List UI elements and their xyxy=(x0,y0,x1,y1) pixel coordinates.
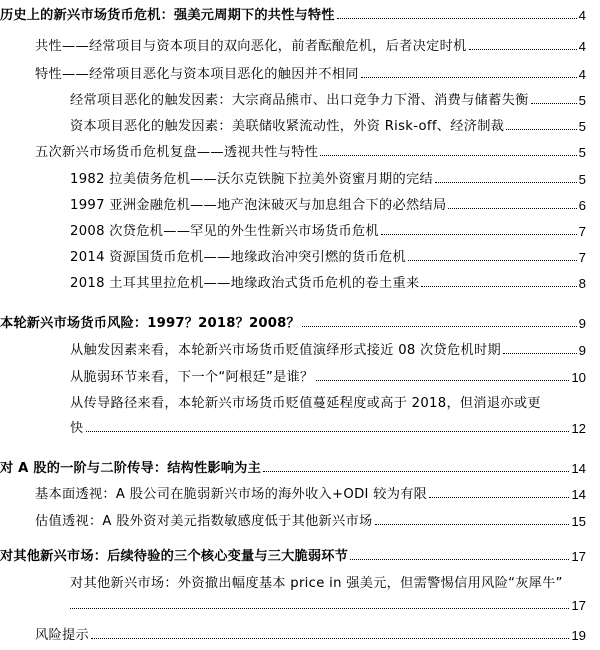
toc-entry-title: 共性——经常项目与资本项目的双向恶化，前者酝酿危机，后者决定时机 xyxy=(35,39,467,54)
toc-leader-dots xyxy=(337,18,577,19)
toc-page-number: 9 xyxy=(578,343,586,358)
toc-entry-title: 2014 资源国货币危机——地缘政治冲突引燃的货币危机 xyxy=(70,250,406,265)
toc-leader-dots xyxy=(469,49,577,50)
toc-page-number: 4 xyxy=(578,39,586,54)
toc-leader-dots xyxy=(435,182,577,183)
toc-entry-title: 1982 拉美债务危机——沃尔克铁腕下拉美外资蜜月期的完结 xyxy=(70,172,433,187)
toc-page-number: 9 xyxy=(578,316,586,331)
toc-leader-dots xyxy=(86,431,570,432)
toc-entry-title: 经常项目恶化的触发因素：大宗商品熊市、出口竞争力下滑、消费与储蓄失衡 xyxy=(70,93,529,108)
toc-entry-title: 对 A 股的一阶与二阶传导：结构性影响为主 xyxy=(0,461,261,476)
toc-entry-title: 历史上的新兴市场货币危机：强美元周期下的共性与特性 xyxy=(0,8,335,23)
toc-page-number: 14 xyxy=(571,487,586,502)
toc-page-number: 10 xyxy=(571,370,586,385)
toc-page-number: 15 xyxy=(571,514,586,529)
toc-page-number: 14 xyxy=(571,461,586,476)
toc-entry-title-continued: 快 xyxy=(70,421,84,436)
toc-page-number: 8 xyxy=(578,276,586,291)
toc-leader-dots xyxy=(361,77,577,78)
toc-entry-title: 对其他新兴市场：后续待验的三个核心变量与三大脆弱环节 xyxy=(0,549,349,564)
toc-entry-title: 1997 亚洲金融危机——地产泡沫破灭与加息组合下的必然结局 xyxy=(70,198,447,213)
toc-entry-title: 特性——经常项目恶化与资本项目恶化的触因并不相同 xyxy=(35,67,359,82)
toc-leader-dots xyxy=(448,208,576,209)
toc-leader-dots xyxy=(302,326,577,327)
toc-leader-dots xyxy=(70,608,569,609)
toc-page-number: 7 xyxy=(578,224,586,239)
toc-page-number: 5 xyxy=(578,145,586,160)
toc-leader-dots xyxy=(381,234,577,235)
toc-leader-dots xyxy=(429,497,569,498)
toc-leader-dots xyxy=(263,471,569,472)
toc-leader-dots xyxy=(91,638,569,639)
toc-page-number: 19 xyxy=(571,628,586,643)
toc-leader-dots xyxy=(316,380,570,381)
toc-page-number: 4 xyxy=(578,67,586,82)
toc-leader-dots xyxy=(408,260,577,261)
toc-leader-dots xyxy=(506,129,576,130)
toc-entry-title: 2008 次贷危机——罕见的外生性新兴市场货币危机 xyxy=(70,224,380,239)
toc-page-number: 5 xyxy=(578,119,586,134)
toc-entry-title: 估值透视：A 股外资对美元指数敏感度低于其他新兴市场 xyxy=(35,514,373,529)
toc-entry-title: 资本项目恶化的触发因素：美联储收紧流动性，外资 Risk-off、经济制裁 xyxy=(70,119,505,134)
toc-entry-title: 2018 土耳其里拉危机——地缘政治式货币危机的卷土重来 xyxy=(70,276,420,291)
toc-entry-title: 风险提示 xyxy=(35,628,89,643)
toc-page-number: 7 xyxy=(578,250,586,265)
toc-entry-title: 对其他新兴市场：外资撤出幅度基本 price in 强美元，但需警惕信用风险“灰犀牛” xyxy=(70,576,563,591)
toc-leader-dots xyxy=(531,103,577,104)
toc-entry-title: 五次新兴市场货币危机复盘——透视共性与特性 xyxy=(35,145,319,160)
toc-page-number: 4 xyxy=(578,8,586,23)
toc-leader-dots xyxy=(350,559,569,560)
toc-entry-title: 本轮新兴市场货币风险：1997？2018？2008？ xyxy=(0,316,300,331)
toc-page-number: 6 xyxy=(578,198,586,213)
toc-entry-title: 从脆弱环节来看，下一个“阿根廷”是谁？ xyxy=(70,370,314,385)
toc-leader-dots xyxy=(503,353,577,354)
toc-page-number: 17 xyxy=(571,598,586,613)
toc-entry-title: 基本面透视：A 股公司在脆弱新兴市场的海外收入+ODI 较为有限 xyxy=(35,487,428,502)
toc-entry-title: 从传导路径来看，本轮新兴市场货币贬值蔓延程度或高于 2018，但消退亦或更 xyxy=(70,396,541,411)
toc-leader-dots xyxy=(421,286,576,287)
toc-leader-dots xyxy=(375,524,570,525)
toc-entry-title: 从触发因素来看，本轮新兴市场货币贬值演绎形式接近 08 次贷危机时期 xyxy=(70,343,501,358)
toc-page-number: 5 xyxy=(578,93,586,108)
toc-leader-dots xyxy=(320,155,576,156)
toc-page-number: 17 xyxy=(571,549,586,564)
toc-page-number: 5 xyxy=(578,172,586,187)
toc-page-number: 12 xyxy=(571,421,586,436)
